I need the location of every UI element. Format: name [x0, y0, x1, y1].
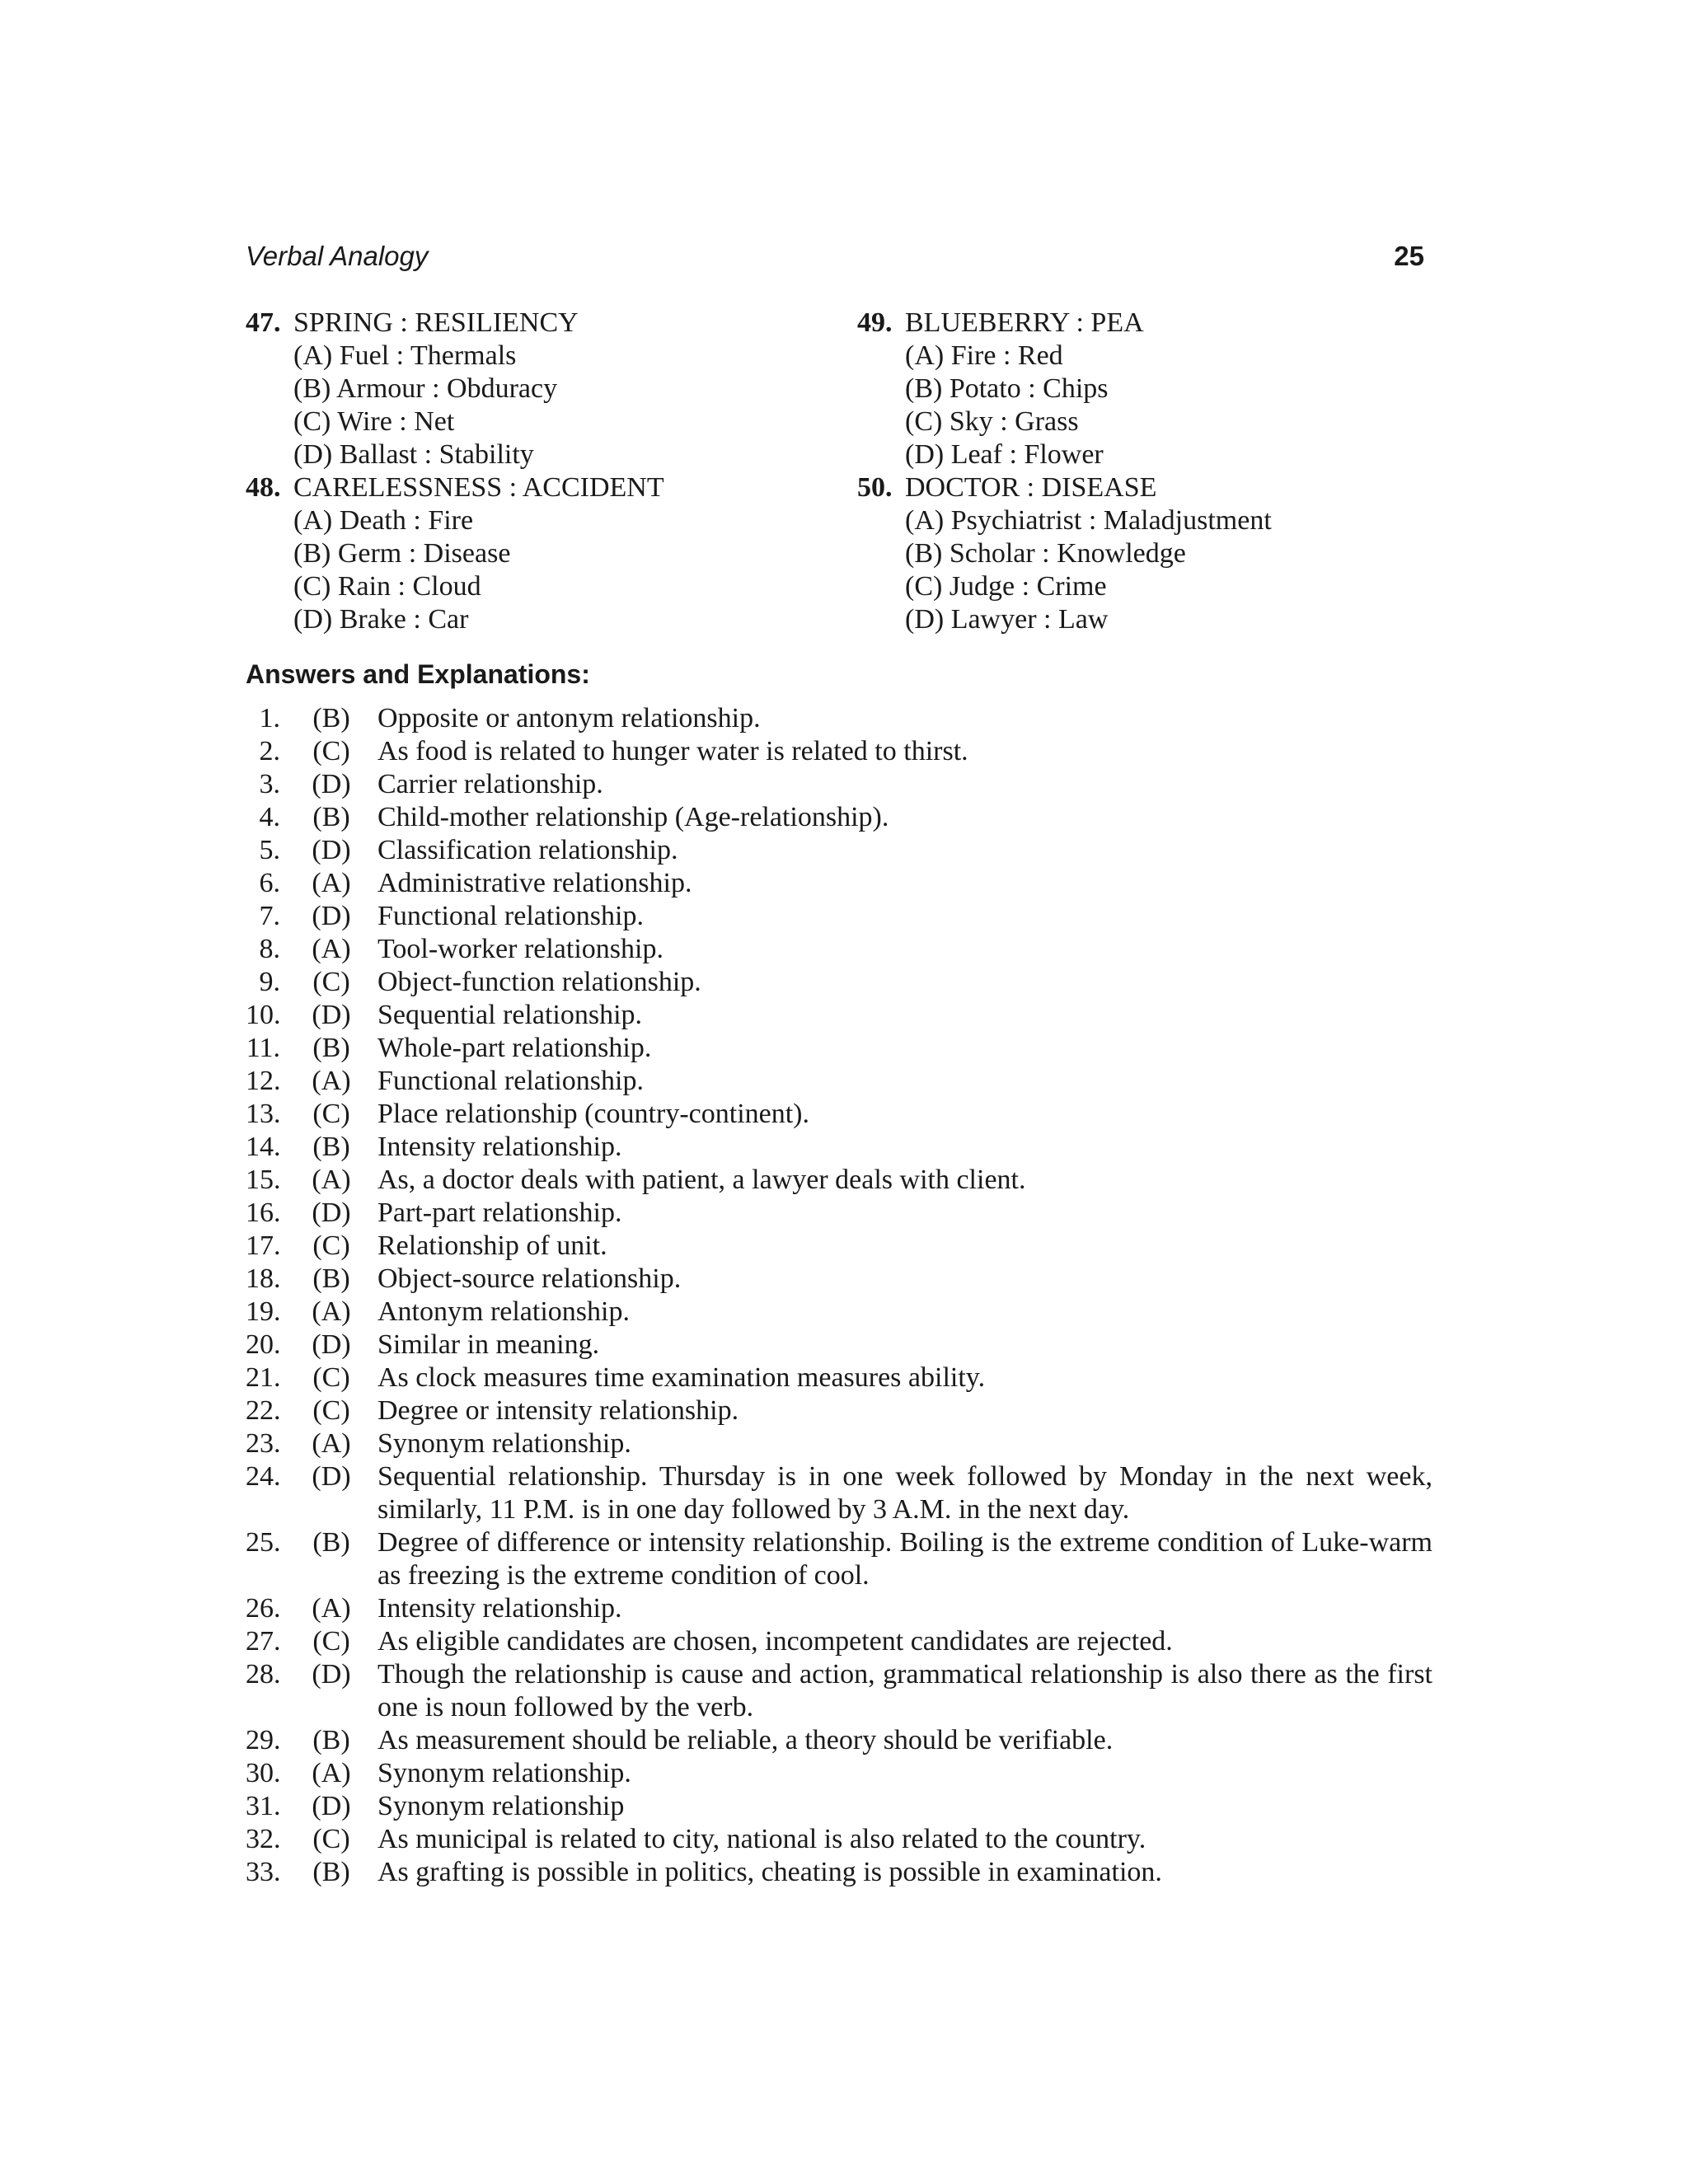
answer-option: (D)	[312, 1197, 351, 1228]
answer-option: (B)	[312, 1132, 350, 1162]
answer-number: 24.	[246, 1461, 281, 1492]
answer-option: (D)	[312, 901, 351, 931]
answer-option: (C)	[312, 1626, 350, 1657]
answer-option: (D)	[312, 769, 351, 799]
answer-explanation: Object-source relationship.	[377, 1263, 682, 1294]
answer-number: 28.	[246, 1659, 281, 1690]
answer-explanation: As measurement should be reliable, a theory should be verifiable.	[377, 1725, 1114, 1755]
question-prompt: CARELESSNESS : ACCIDENT	[293, 472, 664, 503]
questions-left-column	[246, 307, 823, 636]
answer-option: (A)	[312, 868, 351, 898]
option: (B) Scholar : Knowledge	[905, 538, 1186, 569]
answer-option: (A)	[312, 934, 351, 964]
option: (C) Wire : Net	[293, 406, 455, 437]
answer-number: 9.	[259, 967, 280, 997]
option: (A) Fire : Red	[905, 340, 1063, 371]
answer-row	[246, 1098, 1432, 1131]
option: (C) Rain : Cloud	[293, 571, 481, 602]
answer-row	[246, 768, 1432, 801]
answer-number: 25.	[246, 1527, 281, 1558]
answer-explanation: Place relationship (country-continent).	[377, 1099, 809, 1129]
question-prompt: BLUEBERRY : PEA	[905, 307, 1144, 338]
answer-row	[246, 1526, 1432, 1592]
answer-row	[246, 1427, 1432, 1460]
answer-explanation: Administrative relationship.	[377, 868, 692, 898]
answer-number: 4.	[259, 802, 280, 832]
answer-explanation: As municipal is related to city, national is also related to the country.	[377, 1824, 1146, 1854]
answer-number: 21.	[246, 1362, 281, 1393]
option: (A) Death : Fire	[293, 505, 474, 536]
answer-explanation: Opposite or antonym relationship.	[377, 703, 761, 733]
answer-number: 33.	[246, 1857, 281, 1887]
answer-number: 5.	[259, 835, 280, 865]
answer-explanation: Intensity relationship.	[377, 1132, 622, 1162]
answer-number: 2.	[259, 736, 280, 766]
answer-option: (A)	[312, 1165, 351, 1195]
answer-option: (A)	[312, 1066, 351, 1096]
answer-row	[246, 1823, 1432, 1856]
answer-option: (B)	[312, 1725, 350, 1755]
answer-explanation: Functional relationship.	[377, 1066, 644, 1096]
answer-option: (C)	[312, 1395, 350, 1426]
answer-explanation: As, a doctor deals with patient, a lawyer deals with client.	[377, 1165, 1026, 1195]
answer-option: (C)	[312, 1099, 350, 1129]
answer-row	[246, 1625, 1432, 1658]
answer-explanation: Intensity relationship.	[377, 1593, 622, 1624]
answer-number: 7.	[259, 901, 280, 931]
answer-row	[246, 966, 1432, 999]
page-header	[246, 241, 1424, 274]
answer-number: 17.	[246, 1230, 281, 1261]
answer-number: 8.	[259, 934, 280, 964]
question-number: 50.	[857, 472, 893, 503]
answer-explanation: Functional relationship.	[377, 901, 644, 931]
answer-row	[246, 1658, 1432, 1724]
answer-option: (C)	[312, 736, 350, 766]
answer-row	[246, 1460, 1432, 1526]
answer-number: 16.	[246, 1197, 281, 1228]
answer-explanation: Synonym relationship.	[377, 1758, 631, 1788]
answer-explanation: Synonym relationship	[377, 1791, 625, 1821]
answer-row	[246, 1131, 1432, 1164]
answer-number: 26.	[246, 1593, 281, 1624]
answer-number: 14.	[246, 1132, 281, 1162]
answer-row	[246, 900, 1432, 933]
answer-row	[246, 1197, 1432, 1230]
answer-explanation: Sequential relationship.	[377, 1000, 643, 1030]
answer-option: (D)	[312, 1000, 351, 1030]
question-prompt: SPRING : RESILIENCY	[293, 307, 579, 338]
answer-explanation: Degree or intensity relationship.	[377, 1395, 739, 1426]
answer-explanation: Though the relationship is cause and action, grammatical relationship is also there as the first one is noun followed by the verb.	[377, 1659, 1432, 1722]
answer-explanation: As clock measures time examination measures ability.	[377, 1362, 986, 1393]
page-number: 25	[1394, 241, 1424, 271]
answer-number: 22.	[246, 1395, 281, 1426]
option: (D) Leaf : Flower	[905, 439, 1104, 470]
answer-row	[246, 1296, 1432, 1329]
answer-explanation: Sequential relationship. Thursday is in one week followed by Monday in the next week, similarly, 11 P.M. is in one day followed by 3 A.M. in the next day.	[377, 1461, 1432, 1525]
answer-row	[246, 1361, 1432, 1394]
answer-option: (C)	[312, 1230, 350, 1261]
answer-number: 30.	[246, 1758, 281, 1788]
option: (B) Germ : Disease	[293, 538, 511, 569]
answers-list	[246, 702, 1432, 1889]
option: (D) Lawyer : Law	[905, 604, 1109, 635]
answer-explanation: Carrier relationship.	[377, 769, 603, 799]
answer-row	[246, 999, 1432, 1032]
answer-number: 27.	[246, 1626, 281, 1657]
answer-row	[246, 1724, 1432, 1757]
answer-row	[246, 735, 1432, 768]
answer-explanation: Similar in meaning.	[377, 1329, 600, 1360]
answer-number: 13.	[246, 1099, 281, 1129]
answer-explanation: Degree of difference or intensity relationship. Boiling is the extreme condition of Luke-warm as freezing is the extreme condition of cool.	[377, 1527, 1432, 1591]
answer-row	[246, 1230, 1432, 1263]
answer-row	[246, 1065, 1432, 1098]
answer-explanation: As food is related to hunger water is related to thirst.	[377, 736, 968, 766]
question-48	[246, 471, 823, 636]
answer-option: (C)	[312, 1362, 350, 1393]
answer-option: (A)	[312, 1593, 351, 1624]
answer-number: 6.	[259, 868, 280, 898]
answer-row	[246, 867, 1432, 900]
answer-option: (B)	[312, 1857, 350, 1887]
answer-row	[246, 702, 1432, 735]
question-number: 48.	[246, 472, 281, 503]
option: (D) Brake : Car	[293, 604, 469, 635]
answer-option: (D)	[312, 1659, 351, 1690]
answer-explanation: Object-function relationship.	[377, 967, 701, 997]
answer-explanation: Antonym relationship.	[377, 1296, 630, 1327]
answer-option: (D)	[312, 1461, 351, 1492]
answer-explanation: Synonym relationship.	[377, 1428, 631, 1459]
option: (B) Potato : Chips	[905, 373, 1109, 404]
answer-number: 10.	[246, 1000, 281, 1030]
answer-explanation: Whole-part relationship.	[377, 1033, 652, 1063]
answer-number: 19.	[246, 1296, 281, 1327]
answer-option: (A)	[312, 1758, 351, 1788]
answer-option: (A)	[312, 1428, 351, 1459]
running-head: Verbal Analogy	[246, 241, 429, 271]
answer-row	[246, 1394, 1432, 1427]
answer-row	[246, 834, 1432, 867]
answer-row	[246, 1164, 1432, 1197]
answer-option: (D)	[312, 835, 351, 865]
answer-explanation: As grafting is possible in politics, cheating is possible in examination.	[377, 1857, 1162, 1887]
answer-explanation: Relationship of unit.	[377, 1230, 607, 1261]
answer-explanation: As eligible candidates are chosen, incompetent candidates are rejected.	[377, 1626, 1173, 1657]
answer-row	[246, 1032, 1432, 1065]
answer-option: (D)	[312, 1791, 351, 1821]
answer-option: (B)	[312, 1033, 350, 1063]
question-47	[246, 307, 823, 471]
answer-row	[246, 1329, 1432, 1361]
answer-row	[246, 933, 1432, 966]
answer-option: (B)	[312, 703, 350, 733]
answer-number: 3.	[259, 769, 280, 799]
option: (C) Sky : Grass	[905, 406, 1079, 437]
answer-option: (A)	[312, 1296, 351, 1327]
question-prompt: DOCTOR : DISEASE	[905, 472, 1157, 503]
answer-option: (D)	[312, 1329, 351, 1360]
answer-number: 31.	[246, 1791, 281, 1821]
answer-option: (C)	[312, 1824, 350, 1854]
answer-number: 11.	[246, 1033, 280, 1063]
questions-right-column	[857, 307, 1434, 636]
answer-explanation: Tool-worker relationship.	[377, 934, 663, 964]
answer-number: 32.	[246, 1824, 281, 1854]
answer-row	[246, 1757, 1432, 1790]
answer-number: 12.	[246, 1066, 281, 1096]
answer-option: (B)	[312, 802, 350, 832]
answers-heading: Answers and Explanations:	[246, 659, 590, 689]
answer-option: (B)	[312, 1263, 350, 1294]
answer-row	[246, 801, 1432, 834]
option: (B) Armour : Obduracy	[293, 373, 558, 404]
answer-number: 15.	[246, 1165, 281, 1195]
question-49	[857, 307, 1434, 471]
question-number: 49.	[857, 307, 893, 338]
option: (C) Judge : Crime	[905, 571, 1107, 602]
answer-row	[246, 1790, 1432, 1823]
answer-number: 20.	[246, 1329, 281, 1360]
answer-row	[246, 1263, 1432, 1296]
answer-row	[246, 1856, 1432, 1889]
answer-option: (B)	[312, 1527, 350, 1558]
answer-explanation: Classification relationship.	[377, 835, 678, 865]
answer-row	[246, 1592, 1432, 1625]
question-number: 47.	[246, 307, 281, 338]
answer-option: (C)	[312, 967, 350, 997]
question-50	[857, 471, 1434, 636]
answer-number: 1.	[259, 703, 280, 733]
option: (A) Fuel : Thermals	[293, 340, 517, 371]
answer-number: 29.	[246, 1725, 281, 1755]
answer-explanation: Child-mother relationship (Age-relationship).	[377, 802, 889, 832]
option: (D) Ballast : Stability	[293, 439, 534, 470]
option: (A) Psychiatrist : Maladjustment	[905, 505, 1272, 536]
answer-number: 18.	[246, 1263, 281, 1294]
answer-explanation: Part-part relationship.	[377, 1197, 622, 1228]
answer-number: 23.	[246, 1428, 281, 1459]
